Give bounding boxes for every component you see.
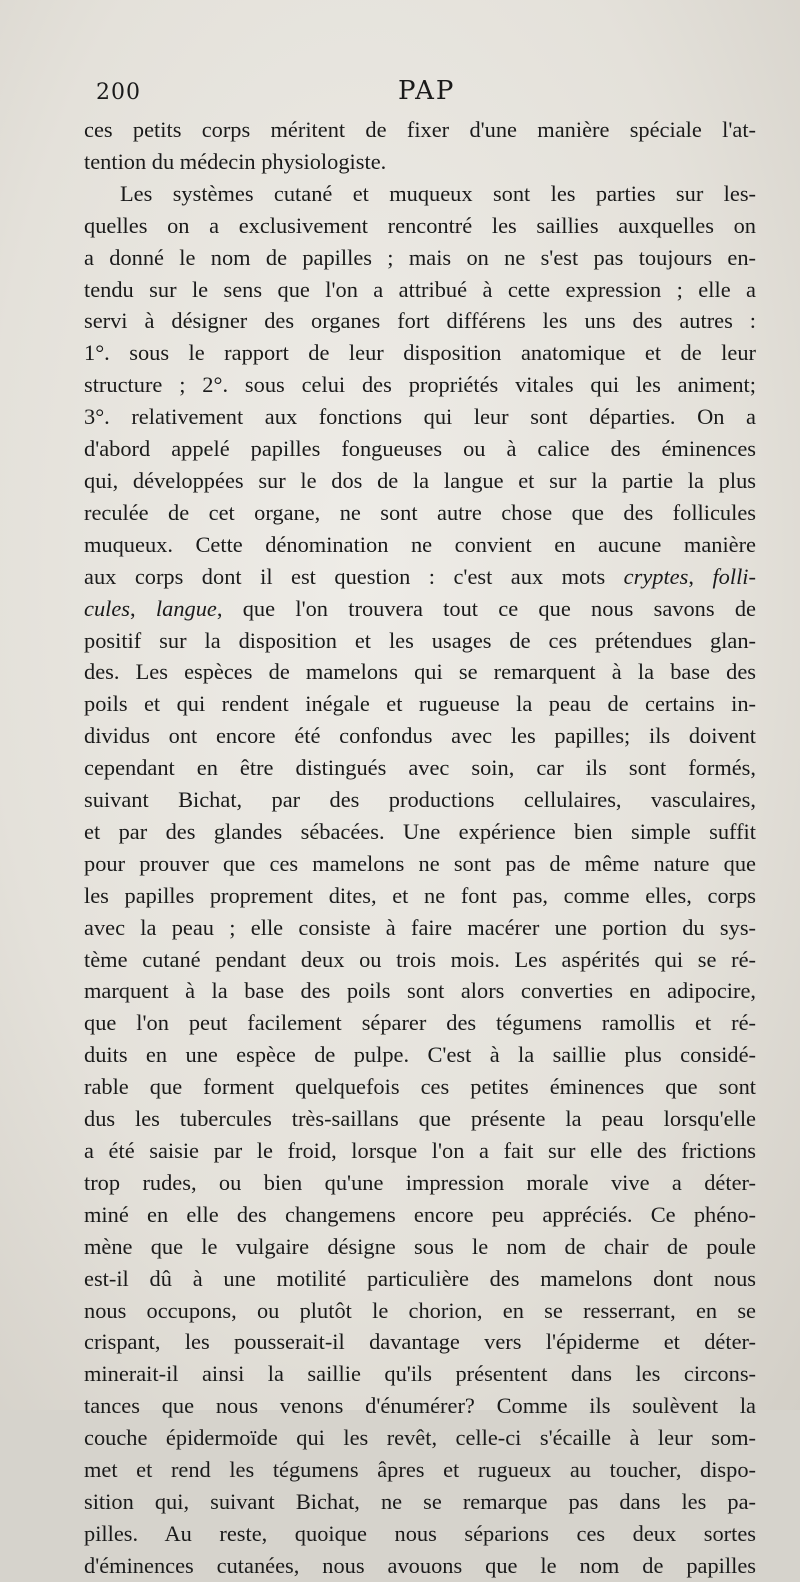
text-line: tendu sur le sens que l'on a attribué à cette expression ; elle a xyxy=(84,276,756,302)
text-line: met et rend les tégumens âpres et rugueux au toucher, dispo- xyxy=(84,1457,756,1483)
text-line: qui, développées sur le dos de la langue et sur la partie la plus xyxy=(84,467,756,493)
text-line: tances que nous venons d'énumérer? Comme ils soulèvent la xyxy=(84,1393,756,1419)
text-line: dus les tubercules très-saillans que présente la peau lorsqu'elle xyxy=(84,1106,756,1132)
text-line: mène que le vulgaire désigne sous le nom de chair de poule xyxy=(84,1233,756,1259)
text-line: marquent à la base des poils sont alors converties en adipocire, xyxy=(84,978,756,1004)
text-line: Les systèmes cutané et muqueux sont les parties sur les- xyxy=(120,180,756,206)
text-line: sition qui, suivant Bichat, ne se remarque pas dans les pa- xyxy=(84,1488,756,1514)
text-line: suivant Bichat, par des productions cellulaires, vasculaires, xyxy=(84,787,756,813)
text-line: quelles on a exclusivement rencontré les saillies auxquelles on xyxy=(84,212,756,238)
text-line: des. Les espèces de mamelons qui se remarquent à la base des xyxy=(84,659,756,685)
italic-term: cryptes xyxy=(623,563,689,589)
text-line: ces petits corps méritent de fixer d'une manière spéciale l'at- xyxy=(84,117,756,142)
text-line-with-italics: aux corps dont il est question : c'est aux mots cryptes, folli- xyxy=(84,563,756,589)
text-line: duits en une espèce de pulpe. C'est à la saillie plus considé- xyxy=(84,1042,756,1068)
text-line: pilles. Au reste, quoique nous séparions ces deux sortes xyxy=(84,1520,756,1546)
italic-term: folli- xyxy=(712,563,756,589)
text-line: a donné le nom de papilles ; mais on ne s'est pas toujours en- xyxy=(84,244,756,270)
text-line: muqueux. Cette dénomination ne convient en aucune manière xyxy=(84,531,756,557)
text-line: 3°. relativement aux fonctions qui leur sont départies. On a xyxy=(84,404,756,430)
text-line: nous occupons, ou plutôt le chorion, en se resserrant, en se xyxy=(84,1297,756,1323)
text-line: 1°. sous le rapport de leur disposition anatomique et de leur xyxy=(84,340,756,366)
text-line: poils et qui rendent inégale et rugueuse la peau de certains in- xyxy=(84,691,756,717)
text-line-with-italics: cules, langue, que l'on trouvera tout ce que nous savons de xyxy=(84,595,757,621)
text-line: miné en elle des changemens encore peu appréciés. Ce phéno- xyxy=(84,1201,756,1227)
text-line: et par des glandes sébacées. Une expérience bien simple suffit xyxy=(84,818,756,844)
text-line: minerait-il ainsi la saillie qu'ils présentent dans les circons- xyxy=(84,1361,756,1387)
text-line: trop rudes, ou bien qu'une impression morale vive a déter- xyxy=(84,1169,756,1195)
text-line: rable que forment quelquefois ces petites éminences que sont xyxy=(84,1074,756,1100)
text-line: d'abord appelé papilles fongueuses ou à calice des éminences xyxy=(84,436,756,462)
text-line: servi à désigner des organes fort différens les uns des autres : xyxy=(84,308,756,334)
text-line: couche épidermoïde qui les revêt, celle-ci s'écaille à leur som- xyxy=(84,1425,756,1451)
text-line: cependant en être distingués avec soin, car ils sont formés, xyxy=(84,755,756,781)
text-line: d'éminences cutanées, nous avouons que le nom de papilles xyxy=(84,1552,756,1578)
text-line: reculée de cet organe, ne sont autre chose que des follicules xyxy=(84,499,756,525)
page-header xyxy=(84,76,754,110)
text-line: que l'on peut facilement séparer des tégumens ramollis et ré- xyxy=(84,1010,756,1036)
page-number: 200 xyxy=(96,80,141,105)
text-segment: , que l'on trouvera tout ce que nous savons de xyxy=(216,595,757,621)
text-line: tème cutané pendant deux ou trois mois. Les aspérités qui se ré- xyxy=(84,946,756,972)
italic-term: cules xyxy=(84,595,131,621)
text-line: les papilles proprement dites, et ne font pas, comme elles, corps xyxy=(84,882,756,908)
body-text xyxy=(84,114,756,1582)
text-line: structure ; 2°. sous celui des propriétés vitales qui les animent; xyxy=(84,372,756,398)
text-line: pour prouver que ces mamelons ne sont pas de même nature que xyxy=(84,850,756,876)
text-line: crispant, les pousserait-il davantage vers l'épiderme et déter- xyxy=(84,1329,756,1355)
text-line: tention du médecin physiologiste. xyxy=(84,148,387,174)
text-line: positif sur la disposition et les usages de ces prétendues glan- xyxy=(84,627,756,653)
text-line: est-il dû à une motilité particulière des mamelons dont nous xyxy=(84,1265,756,1291)
text-line: dividus ont encore été confondus avec les papilles; ils doivent xyxy=(84,723,756,749)
text-line: a été saisie par le froid, lorsque l'on a fait sur elle des frictions xyxy=(84,1138,756,1163)
italic-term: langue xyxy=(155,595,217,621)
text-line: avec la peau ; elle consiste à faire macérer une portion du sys- xyxy=(84,914,756,940)
text-segment: aux corps dont il est question : c'est aux mots xyxy=(84,563,606,589)
running-head: PAP xyxy=(398,76,456,106)
